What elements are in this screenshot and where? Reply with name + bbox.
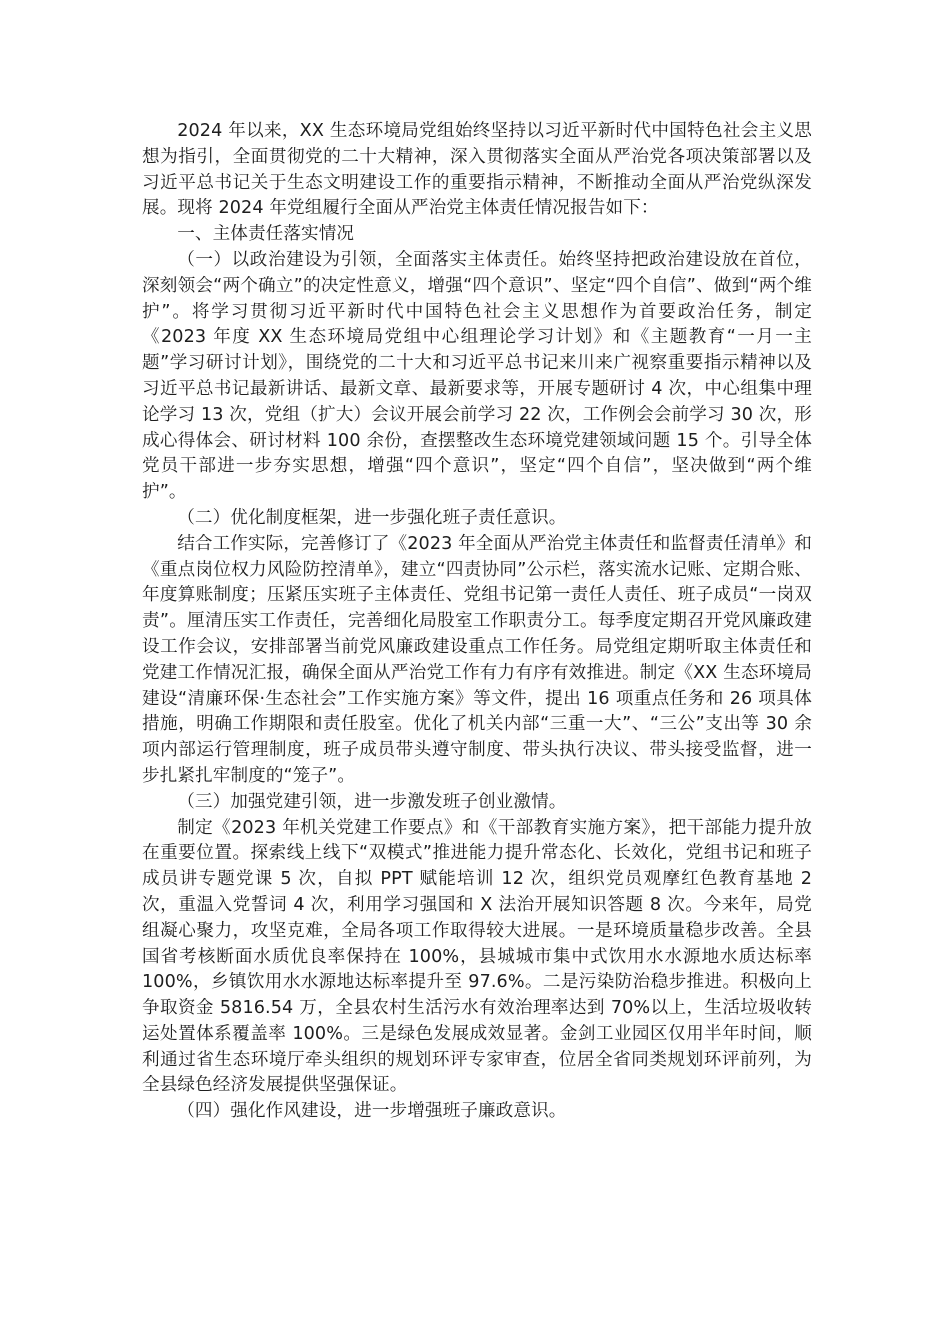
subsection-heading-2: （二）优化制度框架，进一步强化班子责任意识。: [177, 507, 567, 528]
subsection-paragraph-2: 结合工作实际，完善修订了《2023 年全面从严治党主体责任和监督责任清单》和《重点岗位权力风险防控清单》，建立“四责协同”公示栏，落实流水记账、定期合账、年度算账制度；压紧压实班子主体责任、党组书记第一责任人责任、班子成员“一岗双责”。厘清压实工作责任，完善细化局股室工作职责分工。每季度定期召开党风廉政建设工作会议，安排部署当前党风廉政建设重点工作任务。局党组定期听取主体责任和党建工作情况汇报，确保全面从严治党工作有力有序有效推进。制定《XX 生态环境局建设“清廉环保·生态社会”工作实施方案》等文件，提出 16 项重点任务和 26 项具体措施，明确工作期限和责任股室。优化了机关内部“三重一大”、“三公”支出等 30 余项内部运行管理制度，班子成员带头遵守制度、带头执行决议、带头接受监督，进一步扎紧扎牢制度的“笼子”。: [142, 533, 812, 786]
subsection-heading-3: （三）加强党建引领，进一步激发班子创业激情。: [177, 791, 567, 812]
section-heading-1: 一、主体责任落实情况: [177, 224, 355, 245]
subsection-heading-4: （四）强化作风建设，进一步增强班子廉政意识。: [177, 1101, 567, 1122]
intro-paragraph: 2024 年以来，XX 生态环境局党组始终坚持以习近平新时代中国特色社会主义思想为指引，全面贯彻党的二十大精神，深入贯彻落实全面从严治党各项决策部署以及习近平总书记关于生态文明建设工作的重要指示精神，不断推动全面从严治党纵深发展。现将 2024 年党组履行全面从严治党主体责任情况报告如下：: [142, 121, 812, 219]
subsection-paragraph-3: 制定《2023 年机关党建工作要点》和《干部教育实施方案》，把干部能力提升放在重要位置。探索线上线下“双模式”推进能力提升常态化、长效化，党组书记和班子成员讲专题党课 5 次，自拟 PPT 赋能培训 12 次，组织党员观摩红色教育基地 2 次，重温入党誓词 4 次，利用学习强国和 X 法治开展知识答题 8 次。今来年，局党组凝心聚力，攻坚克难，全局各项工作取得较大进展。一是环境质量稳步改善。全县国省考核断面水质优良率保持在 100%，县城城市集中式饮用水水源地水质达标率 100%，乡镇饮用水水源地达标率提升至 97.6%。二是污染防治稳步推进。积极向上争取资金 5816.54 万，全县农村生活污水有效治理率达到 70%以上，生活垃圾收转运处置体系覆盖率 100%。三是绿色发展成效显著。金剑工业园区仅用半年时间，顺利通过省生态环境厅牵头组织的规划环评专家审查，位居全省同类规划环评前列，为全县绿色经济发展提供坚强保证。: [142, 817, 812, 1096]
document-body: [142, 119, 812, 1125]
subsection-paragraph-1: （一）以政治建设为引领，全面落实主体责任。始终坚持把政治建设放在首位，深刻领会“两个确立”的决定性意义，增强“四个意识”、坚定“四个自信”、做到“两个维护”。将学习贯彻习近平新时代中国特色社会主义思想作为首要政治任务，制定《2023 年度 XX 生态环境局党组中心组理论学习计划》和《主题教育“一月一主题”学习研讨计划》，围绕党的二十大和习近平总书记来川来广视察重要指示精神以及习近平总书记最新讲话、最新文章、最新要求等，开展专题研讨 4 次，中心组集中理论学习 13 次，党组（扩大）会议开展会前学习 22 次，工作例会会前学习 30 次，形成心得体会、研讨材料 100 余份，查摆整改生态环境党建领域问题 15 个。引导全体党员干部进一步夯实思想，增强“四个意识”，坚定“四个自信”，坚决做到“两个维护”。: [142, 249, 812, 503]
